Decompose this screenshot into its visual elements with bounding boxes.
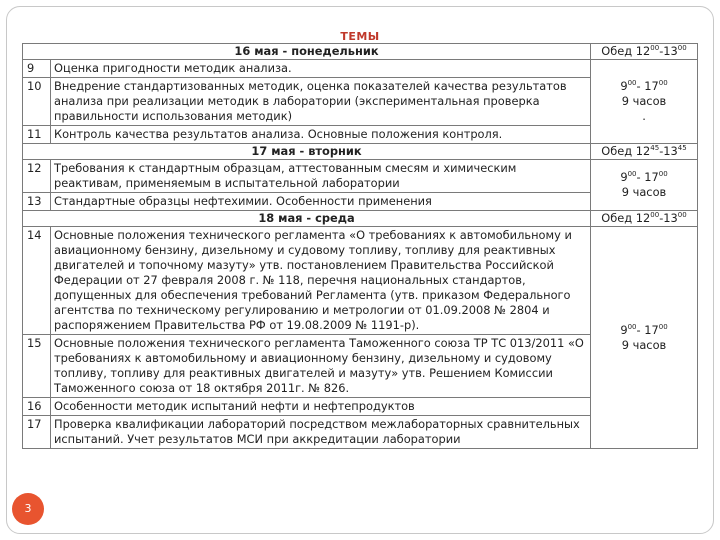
topic-text: Оценка пригодности методик анализа. xyxy=(51,60,591,78)
day-label: 18 мая - среда xyxy=(23,211,591,227)
topic-number: 9 xyxy=(23,60,51,78)
topic-number: 13 xyxy=(23,193,51,211)
topic-number: 14 xyxy=(23,227,51,335)
day-label: 16 мая - понедельник xyxy=(23,44,591,60)
topic-text: Основные положения технического регламента Таможенного союза ТР ТС 013/2011 «О требованиях к автомобильному и авиационному бензину, дизельному и судовому топливу, топливу для реактивных двигателей и мазуту» утв. Решением Комиссии Таможенного союза от 18 октября 2011г. № 826. xyxy=(51,335,591,398)
lunch-time: Обед $12^{45}-13^{45}$ xyxy=(591,144,698,160)
topics-title: ТЕМЫ xyxy=(340,30,380,43)
day-label: 17 мая - вторник xyxy=(23,144,591,160)
topic-number: 15 xyxy=(23,335,51,398)
hours-total: 9 часов xyxy=(621,337,667,352)
topic-number: 16 xyxy=(23,398,51,416)
hours-total: 9 часов xyxy=(621,94,667,108)
topic-number: 10 xyxy=(23,78,51,126)
working-hours: $9^{00}-$ $17^{00}$ 9 часов xyxy=(591,227,698,449)
hours-mark: . xyxy=(642,109,646,123)
schedule-table xyxy=(22,43,698,449)
day-header-row xyxy=(23,211,698,227)
topic-number: 12 xyxy=(23,160,51,193)
lunch-time: Обед $12^{00}-13^{00}$ xyxy=(591,44,698,60)
day-header-row xyxy=(23,144,698,160)
working-hours: $9^{00}-$ $17^{00}$ 9 часов . xyxy=(591,60,698,144)
topic-text: Внедрение стандартизованных методик, оценка показателей качества результатов анализа при реализации методик в лаборатории (экспериментальная проверка правильности использования методик) xyxy=(51,78,591,126)
day-header-row xyxy=(23,44,698,60)
topic-text: Особенности методик испытаний нефти и нефтепродуктов xyxy=(51,398,591,416)
topic-row xyxy=(23,60,698,78)
topic-text: Проверка квалификации лабораторий посредством межлабораторных сравнительных испытаний. Учет результатов МСИ при аккредитации лаборатории xyxy=(51,416,591,449)
page-number-badge: 3 xyxy=(12,493,44,525)
topic-text: Стандартные образцы нефтехимии. Особенности применения xyxy=(51,193,591,211)
topic-text: Контроль качества результатов анализа. Основные положения контроля. xyxy=(51,126,591,144)
topic-number: 17 xyxy=(23,416,51,449)
hours-total: 9 часов xyxy=(621,185,667,199)
topic-number: 11 xyxy=(23,126,51,144)
working-hours: $9^{00}-$ $17^{00}$ 9 часов xyxy=(591,160,698,211)
topic-row xyxy=(23,227,698,335)
topic-text: Основные положения технического регламента «О требованиях к автомобильному и авиационному бензину, дизельному и судовому топливу, топливу для реактивных двигателей и топочному мазуту» утв. постановлением Правительства Российской Федерации от 27 февраля 2008 г. № 118, перечня национальных стандартов, допущенных для обеспечения требований Регламента (утв. приказом Федерального агентства по техническому регулированию и метрологии от 01.09.2008 № 2804 и распоряжением Правительства РФ от 19.08.2009 № 1191-р). xyxy=(51,227,591,335)
lunch-time: Обед $12^{00}-13^{00}$ xyxy=(591,211,698,227)
topic-row xyxy=(23,160,698,193)
topic-text: Требования к стандартным образцам, аттестованным смесям и химическим реактивам, применяемым в испытательной лаборатории xyxy=(51,160,591,193)
